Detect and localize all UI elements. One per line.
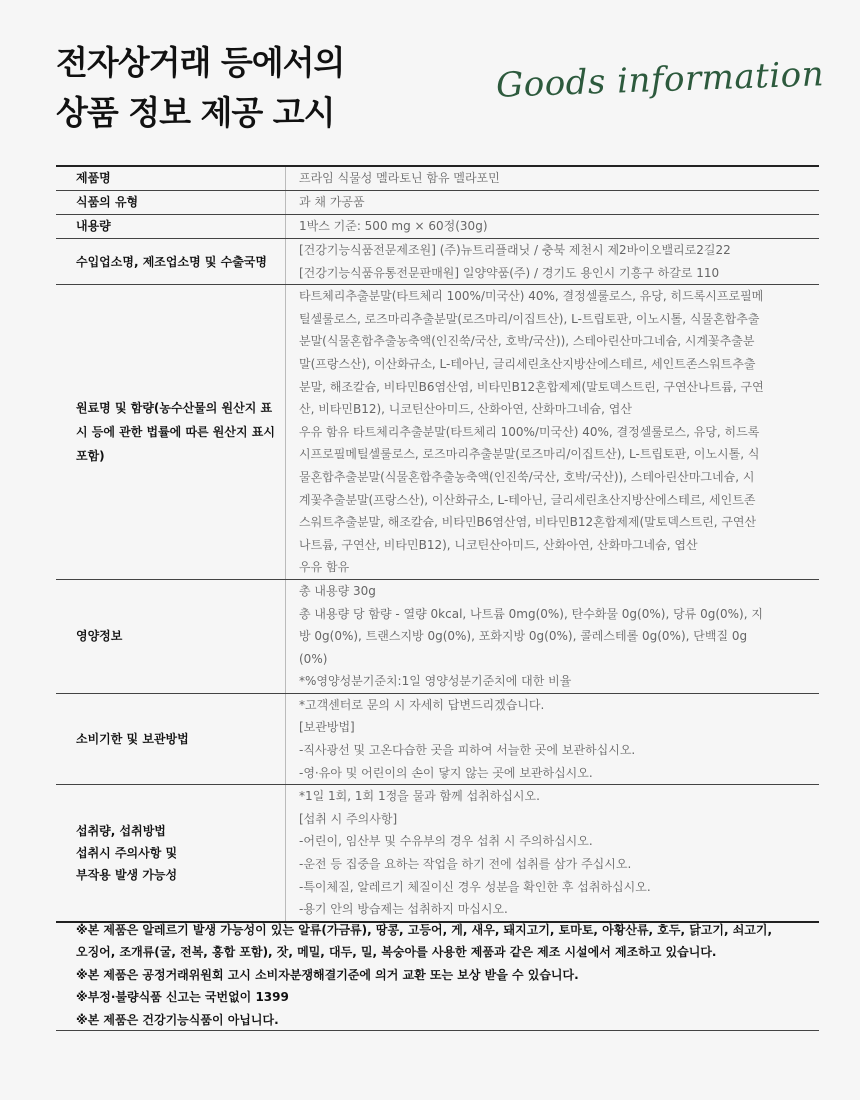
goods-information-script-text: Goods information [495,54,825,106]
value-line: *%영양성분기준치:1일 영양성분기준치에 대한 비율 [299,674,572,689]
value-line: 우유 함유 타트체리추출분말(타트체리 100%/미국산) 40%, 결정셀룰로스, 유당, 히드록 [299,424,760,439]
table-row-ingredients [56,285,819,580]
value-line: -운전 등 집중을 요하는 작업을 하기 전에 섭취를 삼가 주십시오. [299,857,632,872]
value-line: *1일 1회, 1회 1정을 물과 함께 섭취하십시오. [299,789,540,804]
notice-line: ※본 제품은 알레르기 발생 가능성이 있는 알류(가금류), 땅콩, 고등어, 게, 새우, 돼지고기, 토마토, 아황산류, 호두, 닭고기, 쇠고기, [76,923,773,937]
value-line: [섭취 시 주의사항] [299,811,398,826]
value-line: 과 채 가공품 [299,195,365,209]
value-line: -영·유아 및 어린이의 손이 닿지 않는 곳에 보관하십시오. [299,765,593,780]
notice-line: 오징어, 조개류(굴, 전복, 홍합 포함), 잣, 메밀, 대두, 밀, 복숭아를 사용한 제품과 같은 제조 시설에서 제조하고 있습니다. [76,945,717,960]
value-line: *고객센터로 문의 시 자세히 답변드리겠습니다. [299,697,545,712]
value-line: 틸셀룰로스, 로즈마리추출분말(로즈마리/이집트산), L-트립토판, 이노시톨, 식물혼합추출 [299,311,760,326]
value-line: -어린이, 임산부 및 수유부의 경우 섭취 시 주의하십시오. [299,834,593,849]
value-line: (0%) [299,651,328,666]
table-row-nutrition [56,580,819,694]
value-line: 우유 함유 [299,560,350,575]
value-line: 계꽃추출분말(프랑스산), 이산화규소, L-테아닌, 글리세린초산지방산에스테르, 세인트존 [299,492,756,507]
row-label: 원료명 및 함량(농수산물의 원산지 표시 등에 관한 법률에 따른 원산지 표시 포함) [76,401,275,464]
notice-line: ※부정·불량식품 신고는 국번없이 1399 [76,990,289,1005]
row-label: 내용량 [76,219,111,233]
row-label: 제품명 [76,171,111,185]
value-line: 방 0g(0%), 트랜스지방 0g(0%), 포화지방 0g(0%), 콜레스테롤 0g(0%), 단백질 0g [299,629,748,644]
value-line: 물혼합추출분말(식물혼합추출농축액(인진쑥/국산, 호박/국산)), 스테아린산마그네슘, 시 [299,469,755,484]
notice-section [56,916,819,1031]
notice-line: ※본 제품은 공정거래위원회 고시 소비자분쟁해결기준에 의거 교환 또는 보상 받을 수 있습니다. [76,967,579,982]
value-line: 총 내용량 30g [299,583,376,598]
value-line: 나트륨, 구연산, 비타민B12), 니코틴산아미드, 산화아연, 산화마그네슘, 엽산 [299,537,698,552]
value-line: [건강기능식품유통전문판매원] 일양약품(주) / 경기도 용인시 기흥구 하갈로 110 [299,265,720,280]
row-value [285,694,819,784]
page-header [56,38,344,138]
value-line: 1박스 기준: 500 mg × 60정(30g) [299,219,488,233]
value-line: 시프로필메틸셀룰로스, 로즈마리추출분말(로즈마리/이집트산), L-트립토판, 이노시톨, 식 [299,447,760,462]
page-title-line-2: 상품 정보 제공 고시 [56,93,335,132]
row-value [285,785,819,921]
table-row-manufacturer [56,239,819,285]
row-value [285,239,819,284]
product-info-table [56,165,819,923]
notice-line: ※본 제품은 건강기능식품이 아닙니다. [76,1012,279,1027]
page-title-line-1: 전자상거래 등에서의 [56,43,345,82]
value-line: 스워트추출분말, 해조칼슘, 비타민B6염산염, 비타민B12혼합제제(말토덱스트린, 구연산 [299,515,757,530]
value-line: -특이체질, 알레르기 체질이신 경우 성분을 확인한 후 섭취하십시오. [299,879,651,894]
value-line: [건강기능식품전문제조원] (주)뉴트리플래닛 / 충북 제천시 제2바이오밸리로2길22 [299,243,731,257]
table-row-intake [56,785,819,923]
table-row-storage [56,694,819,785]
row-label: 소비기한 및 보관방법 [76,732,189,747]
row-value [285,167,819,190]
value-line: 총 내용량 당 함량 - 열량 0kcal, 나트륨 0mg(0%), 탄수화물 0g(0%), 당류 0g(0%), 지 [299,606,763,621]
table-row-net-content [56,215,819,239]
row-value [285,191,819,214]
value-line: [보관방법] [299,720,355,735]
row-label: 식품의 유형 [76,195,139,209]
row-label: 수입업소명, 제조업소명 및 수출국명 [76,254,267,269]
value-line: -용기 안의 방습제는 섭취하지 마십시오. [299,902,508,917]
value-line: 말(프랑스산), 이산화규소, L-테아닌, 글리세린초산지방산에스테르, 세인트존스워트추출 [299,356,756,371]
value-line: 프라임 식물성 멜라토닌 함유 멜라포민 [299,171,500,185]
value-line: 분말(식물혼합추출농축액(인진쑥/국산, 호박/국산)), 스테아린산마그네슘, 시계꽃추출분 [299,334,755,349]
value-line: -직사광선 및 고온다습한 곳을 피하여 서늘한 곳에 보관하십시오. [299,743,636,758]
table-row-food-type [56,191,819,215]
row-value [285,215,819,238]
value-line: 산, 비타민B12), 니코틴산아미드, 산화아연, 산화마그네슘, 엽산 [299,402,632,417]
table-row-product-name [56,167,819,191]
row-value [285,285,819,579]
row-value [285,580,819,693]
value-line: 분말, 해조칼슘, 비타민B6염산염, 비타민B12혼합제제(말토덱스트린, 구연산나트륨, 구연 [299,379,764,394]
bottom-divider [56,1030,819,1031]
value-line: 타트체리추출분말(타트체리 100%/미국산) 40%, 결정셀룰로스, 유당, 히드록시프로필메 [299,289,764,304]
row-label: 영양정보 [76,629,123,644]
row-label: 섭취량, 섭취방법 섭취시 주의사항 및 부작용 발생 가능성 [76,824,178,883]
